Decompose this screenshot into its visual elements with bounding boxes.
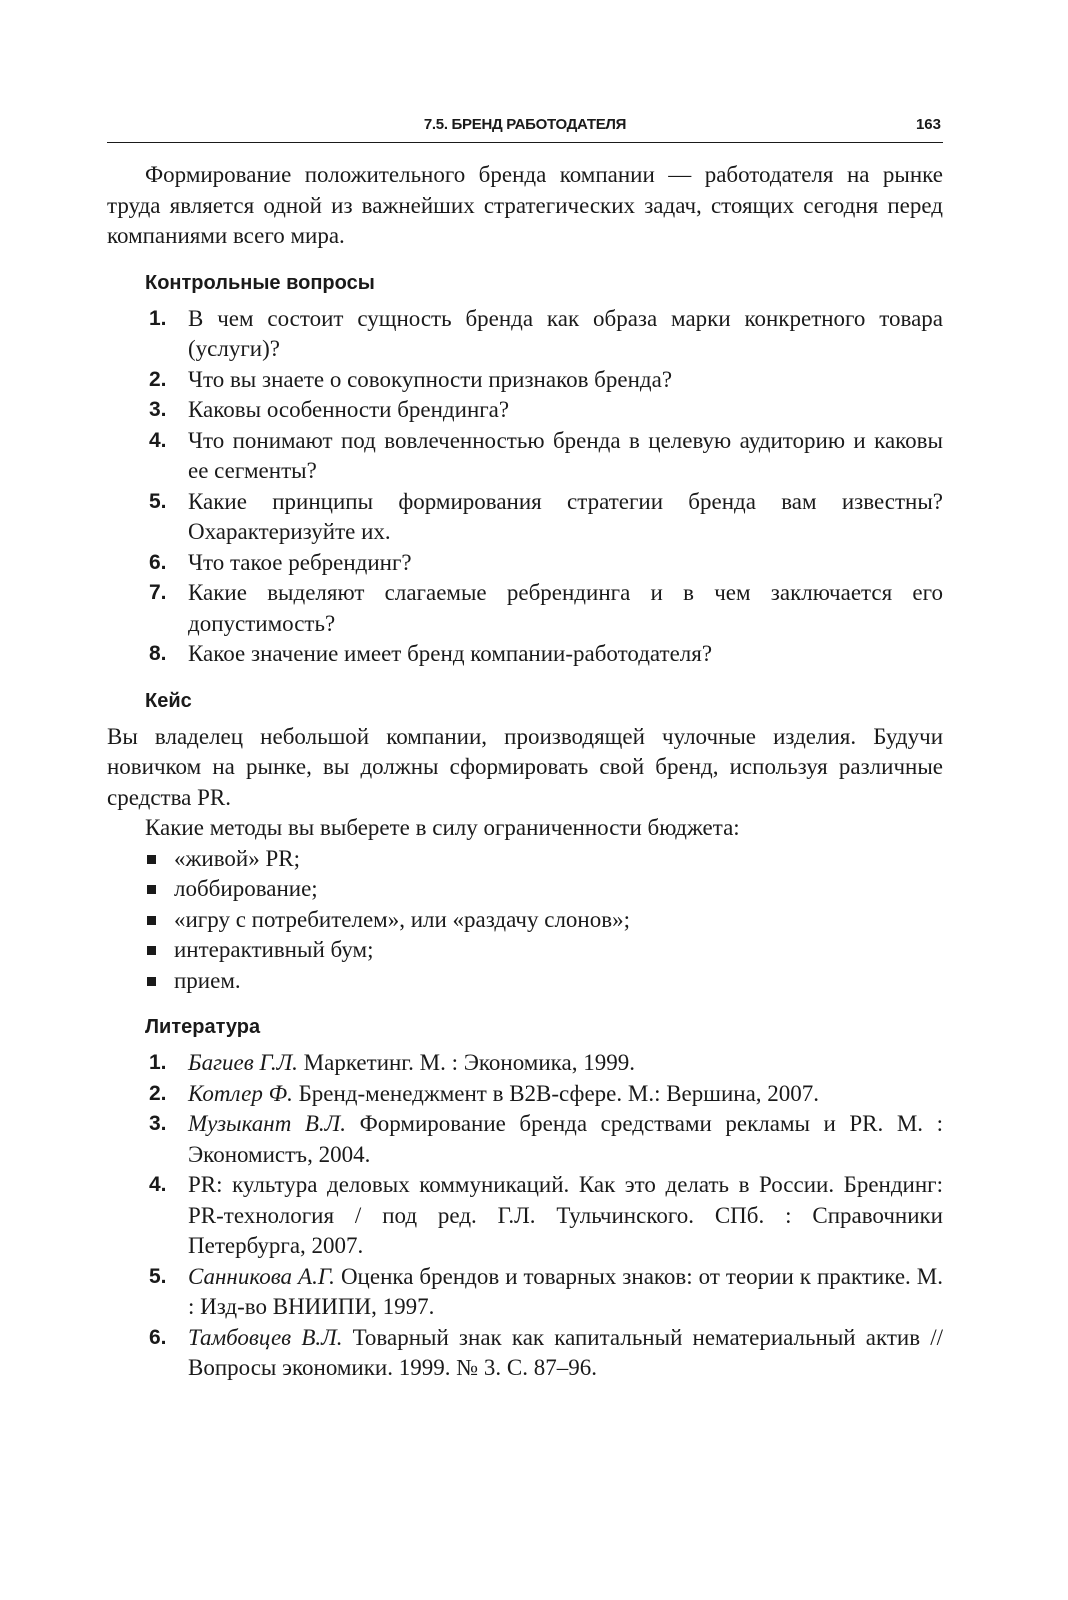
item-number: 1. [149, 306, 167, 330]
reference-text: Бренд-менеджмент в B2B-сфере. М.: Вершина, 2007. [292, 1080, 820, 1106]
case-option-text: «живой» PR; [174, 845, 300, 871]
item-number: 4. [149, 428, 167, 452]
running-head [107, 112, 943, 143]
item-number: 3. [149, 398, 167, 421]
reference-text: Оценка брендов и товарных знаков: от теории к практике. М. : Изд-во ВНИИПИ, 1997. [188, 1263, 943, 1319]
square-bullet-icon [147, 946, 156, 955]
reference-item [107, 1048, 943, 1079]
question-text: Какие выделяют слагаемые ребрендинга и в чем заключается его допустимость? [188, 580, 943, 636]
square-bullet-icon [147, 977, 156, 986]
item-number: 3. [149, 1112, 167, 1135]
question-text: Какие принципы формирования стратегии бренда вам известны? Охарактеризуйте их. [188, 488, 943, 544]
item-number: 8. [149, 642, 167, 665]
intro-paragraph: Формирование положительного бренда компании — работодателя на рынке труда является одной из важнейших стратегических задач, стоящих сегодня перед компаниями всего мира. [107, 162, 943, 248]
question-text: Какое значение имеет бренд компании-работодателя? [188, 641, 713, 666]
literature-list [107, 1048, 943, 1384]
case-options-list [107, 844, 943, 997]
case-option [107, 905, 943, 936]
literature-heading: Литература [145, 1016, 261, 1038]
question-text: Что такое ребрендинг? [188, 549, 412, 575]
reference-item [107, 1323, 943, 1384]
reference-item [107, 1262, 943, 1323]
reference-item [107, 1079, 943, 1110]
reference-text: Маркетинг. М. : Экономика, 1999. [297, 1050, 635, 1075]
item-number: 1. [149, 1051, 167, 1074]
question-item [107, 395, 943, 426]
case-option-text: прием. [174, 967, 241, 993]
reference-author: Музыкант В.Л. [188, 1111, 347, 1136]
page-content [107, 160, 943, 1384]
square-bullet-icon [147, 916, 156, 925]
item-number: 4. [149, 1173, 167, 1196]
case-paragraph: Вы владелец небольшой компании, производящей чулочные изделия. Будучи новичком на рынке, вы должны сформировать свой бренд, используя различные средства PR. [107, 723, 943, 810]
question-item [107, 548, 943, 579]
question-text: Каковы особенности брендинга? [188, 397, 510, 422]
case-heading: Кейс [145, 689, 192, 712]
running-title: 7.5. БРЕНД РАБОТОДАТЕЛЯ [423, 116, 627, 133]
question-item [107, 365, 943, 396]
reference-text: Товарный знак как капитальный нематериальный актив // Вопросы экономики. 1999. № 3. С. 87–96. [188, 1324, 943, 1380]
reference-text: Формирование бренда средствами рекламы и PR. М. : Экономистъ, 2004. [188, 1111, 943, 1167]
case-question: Какие методы вы выберете в силу ограниченности бюджета: [145, 815, 740, 840]
page-number: 163 [915, 116, 941, 133]
reference-author: Тамбовцев В.Л. [188, 1324, 343, 1350]
question-item [107, 639, 943, 670]
item-number: 2. [149, 1081, 167, 1105]
item-number: 7. [149, 581, 167, 604]
case-option [107, 935, 943, 966]
reference-author: Котлер Ф. [188, 1080, 293, 1106]
question-item [107, 426, 943, 487]
question-text: В чем состоит сущность бренда как образа марки конкретного товара (услуги)? [188, 305, 943, 361]
item-number: 6. [149, 1325, 167, 1349]
reference-item [107, 1170, 943, 1262]
reference-text: PR: культура деловых коммуникаций. Как это делать в России. Брендинг: PR-технология / под ред. Г.Л. Тульчинского. СПб. : Справочники Петербурга, 2007. [188, 1172, 943, 1258]
case-option [107, 844, 943, 875]
questions-list [107, 304, 943, 670]
case-option [107, 874, 943, 905]
item-number: 5. [149, 1264, 167, 1288]
question-text: Что понимают под вовлеченностью бренда в целевую аудиторию и каковы ее сегменты? [188, 427, 943, 483]
question-text: Что вы знаете о совокупности признаков бренда? [188, 366, 673, 392]
reference-author: Багиев Г.Л. [188, 1050, 298, 1075]
reference-author: Санникова А.Г. [188, 1263, 335, 1289]
questions-heading: Контрольные вопросы [145, 271, 375, 294]
question-item [107, 578, 943, 639]
case-option-text: лоббирование; [174, 876, 318, 901]
item-number: 2. [149, 367, 167, 391]
item-number: 6. [149, 550, 167, 574]
question-item [107, 304, 943, 365]
case-option-text: «игру с потребителем», или «раздачу слонов»; [174, 906, 630, 932]
reference-item [107, 1109, 943, 1170]
item-number: 5. [149, 489, 167, 513]
question-item [107, 487, 943, 548]
square-bullet-icon [147, 885, 156, 894]
case-option-text: интерактивный бум; [174, 937, 374, 962]
case-option [107, 966, 943, 997]
square-bullet-icon [147, 855, 156, 864]
